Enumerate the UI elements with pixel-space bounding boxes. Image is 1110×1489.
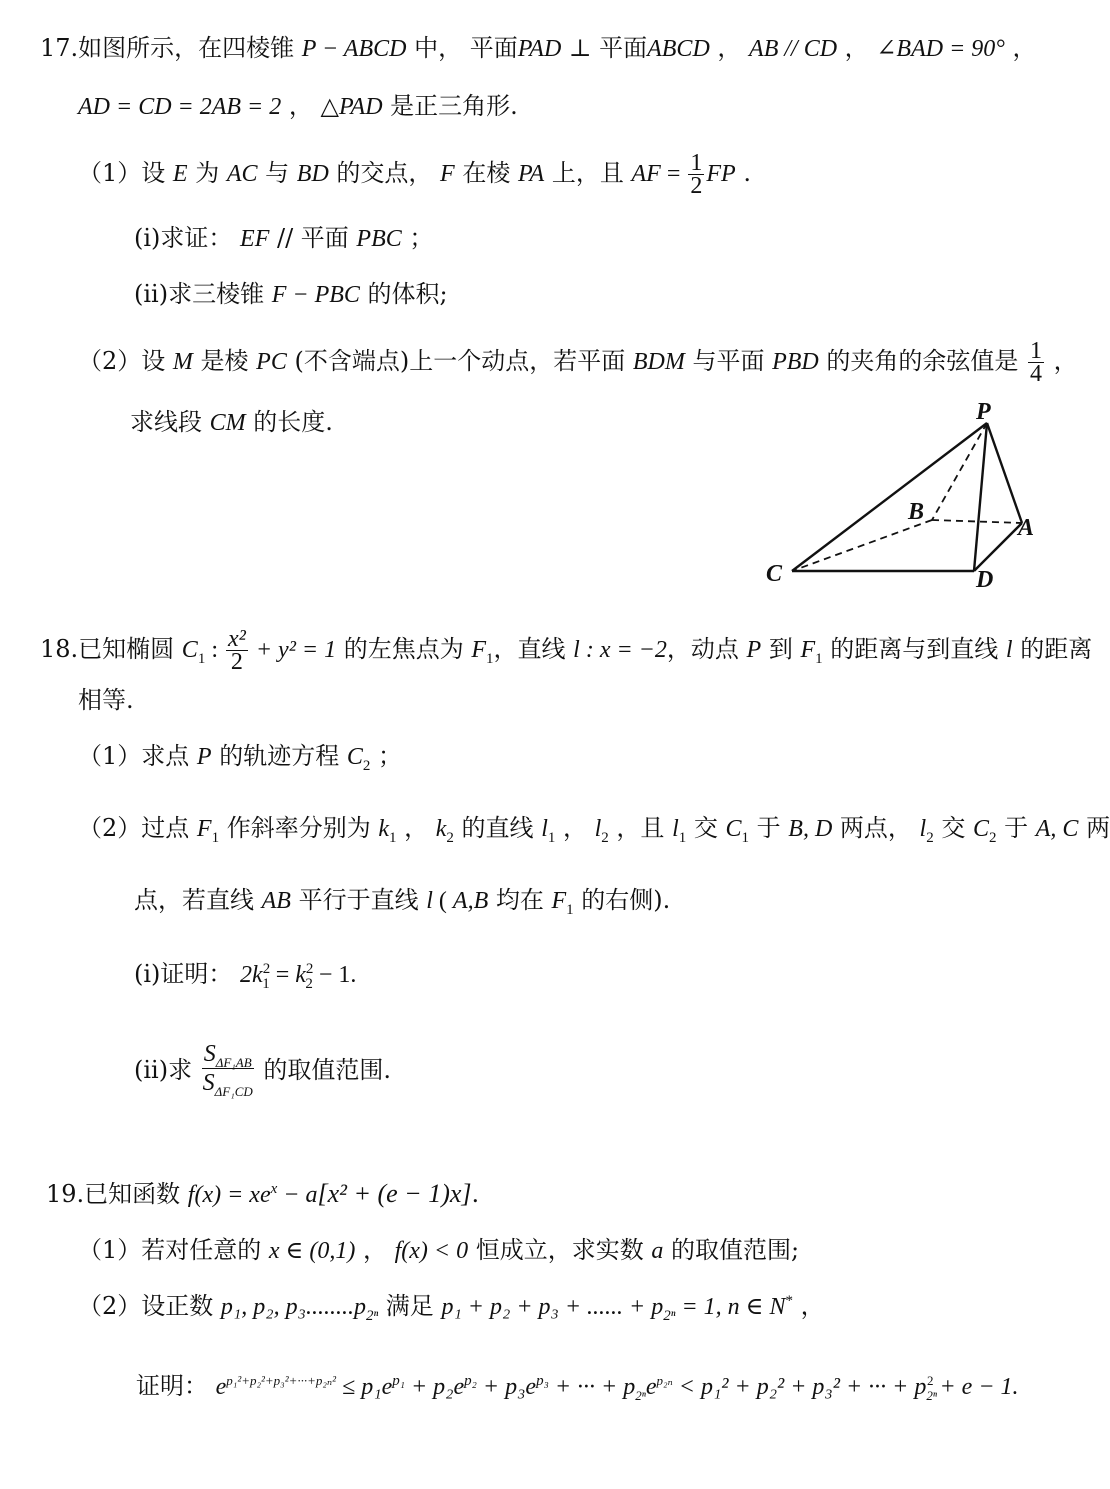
q19-math: f(x) = xe (187, 1182, 271, 1208)
q17-math: AB // CD (749, 36, 838, 62)
q18-math: l (1005, 637, 1013, 663)
q18-math: l (594, 816, 602, 842)
q17-math: E (172, 161, 188, 187)
q17-part-2 (78, 340, 1078, 385)
q17-text: . (735, 159, 751, 187)
superscript: x (270, 1181, 278, 1197)
q18-math: C (972, 816, 989, 842)
q17-text: 的交点， (328, 159, 441, 187)
q19-math: − a (277, 1182, 318, 1208)
fraction-one-half (688, 152, 704, 197)
q18-text: 交 (933, 814, 973, 842)
superscript: * (785, 1293, 793, 1309)
q18-math: ( (432, 888, 453, 914)
q19-math: p₁, p₂, p₃........p (220, 1294, 366, 1320)
q17-line-2 (78, 90, 518, 123)
edge-DA (974, 523, 1022, 571)
q19-part-1 (78, 1234, 799, 1267)
q17-text: 在棱 (454, 159, 518, 187)
q17-text: 中， 平面 (406, 34, 518, 62)
superscript: 2 (926, 1373, 934, 1388)
q18-text: 作斜率分别为 (219, 814, 379, 842)
q17-text: （2）设 (78, 347, 173, 375)
q17-part-2-line-2 (130, 406, 333, 439)
q18-math: P (746, 637, 762, 663)
subscript: 2ⁿ (663, 1307, 676, 1324)
pyramid-figure (750, 395, 1060, 595)
q19-math: e (215, 1374, 227, 1400)
q19-text: 恒成立，求实数 (468, 1236, 652, 1264)
q18-text: (i)证明： (134, 960, 241, 988)
q18-math: − 1. (312, 962, 357, 988)
q19-line-1 (46, 1178, 479, 1211)
subscript: 1 (547, 829, 556, 846)
subscript: 2 (989, 829, 997, 846)
superscript: 2 (305, 961, 314, 977)
subscript: ΔF₁AB (215, 1054, 252, 1070)
q19-text: . (471, 1180, 480, 1208)
q18-text: 于 (749, 814, 789, 842)
edge-PC (792, 423, 987, 571)
q19-text: ， (355, 1236, 395, 1264)
q17-text: 17.如图所示，在四棱锥 (40, 34, 302, 62)
q19-math: e (645, 1374, 657, 1400)
q18-text: 相等. (78, 686, 134, 714)
q18-math: l (426, 888, 433, 914)
subscript: 1 (389, 829, 397, 846)
q18-text: 的左焦点为 (336, 635, 472, 663)
fraction-area-ratio (202, 1040, 254, 1097)
q18-text: 点，若直线 (134, 886, 262, 914)
q18-math: 2k (240, 962, 263, 988)
subscript: 2 (446, 829, 454, 846)
q18-line-2 (78, 684, 134, 716)
q18-math: C (346, 744, 363, 770)
q18-part-2-line-2 (134, 884, 670, 917)
q18-text: 于 (996, 814, 1036, 842)
q17-math: PBC (356, 226, 402, 252)
q17-math: P − ABCD (301, 36, 407, 62)
q17-text: 上，且 (544, 159, 632, 187)
edge-PA (987, 423, 1022, 523)
q17-text: （1）设 (78, 159, 173, 187)
subscript: 2 (926, 829, 934, 846)
q18-math: F (551, 888, 567, 914)
subscript: 1 (566, 901, 574, 918)
q19-math: + p₂e (404, 1374, 465, 1400)
q17-text: 是棱 (192, 347, 257, 375)
subscript: 2 (305, 975, 313, 992)
q17-math: PC (256, 349, 287, 375)
fraction-denominator: 2 (690, 173, 703, 199)
subscript: 2ⁿ (365, 1307, 379, 1324)
q18-math: l : x = −2 (573, 637, 667, 663)
q17-math: CM (209, 410, 246, 436)
q19-math: x ∈ (0,1) (268, 1238, 356, 1264)
q17-text: 为 (187, 159, 227, 187)
q17-text: 与平面 (684, 347, 773, 375)
q19-math: a (651, 1238, 664, 1264)
q18-text: 的距离 (1012, 635, 1093, 663)
subscript: 1 (211, 829, 220, 846)
q19-math: p₁ + p₂ + p₃ + ...... + p (441, 1294, 664, 1320)
q17-text: (i)求证： (134, 224, 241, 252)
q19-text: （1）若对任意的 (78, 1236, 269, 1264)
q18-math: = (269, 962, 296, 988)
vertex-label-B: B (908, 499, 925, 525)
fraction-denominator: 4 (1030, 361, 1042, 387)
q17-line-1 (40, 32, 1037, 65)
q18-text: ，直线 (493, 635, 574, 663)
subscript: 2ⁿ (926, 1387, 937, 1403)
q17-math: ABCD (647, 36, 710, 62)
q18-math: F (471, 637, 487, 663)
vertex-label-A: A (1018, 515, 1035, 541)
q17-text: ⊥ 平面 (561, 34, 648, 62)
q17-text: ， (1004, 34, 1037, 62)
q18-sub-ii (134, 1041, 391, 1099)
q17-text: ， △ (281, 92, 339, 120)
subscript: 1 (678, 829, 687, 846)
superscript: p₃ (536, 1373, 549, 1389)
q17-math: ∠BAD = 90° (876, 36, 1005, 62)
q18-math: k (378, 816, 389, 842)
q17-math: BDM (632, 349, 685, 375)
q17-math: AF (631, 161, 661, 187)
q19-math: [x² + (e − 1)x] (317, 1179, 472, 1208)
q18-text: 的直线 (453, 814, 542, 842)
q18-math: l (541, 816, 548, 842)
q18-text: 的轨迹方程 (211, 742, 347, 770)
edge-BC-hidden (792, 520, 932, 571)
q18-part-2 (78, 812, 1110, 845)
fraction-numerator: 1 (690, 150, 703, 176)
subscript: 2ⁿ (635, 1387, 646, 1403)
q17-text: ； (401, 224, 434, 252)
q18-text: ，动点 (666, 635, 747, 663)
q17-text: 的体积; (359, 280, 448, 308)
q18-math: A,B (452, 888, 489, 914)
q19-text: 满足 (378, 1292, 442, 1320)
q18-math: l (919, 816, 927, 842)
q19-text: ， (792, 1292, 825, 1320)
subscript: 1 (815, 650, 823, 667)
vertex-label-C: C (766, 561, 783, 587)
q17-text: ， (709, 34, 750, 62)
q17-text: (不含端点)上一个动点，若平面 (286, 347, 633, 375)
q17-math: AD = CD = 2AB = 2 (78, 94, 282, 120)
fraction-denominator (202, 1069, 254, 1097)
q18-text: 均在 (488, 886, 552, 914)
q17-text: ， (837, 34, 877, 62)
q19-math: + ··· + p (548, 1374, 636, 1400)
q19-text: 19.已知函数 (46, 1180, 188, 1208)
subscript: ΔF₁CD (214, 1083, 253, 1099)
q19-math: f(x) < 0 (394, 1238, 469, 1264)
q17-math: M (172, 349, 193, 375)
q19-math: + p₃e (476, 1374, 537, 1400)
q17-part-1 (78, 152, 751, 197)
q18-line-1 (40, 628, 1092, 673)
q18-text: ， (396, 814, 436, 842)
q18-math: k (295, 962, 306, 988)
q17-text: 求线段 (130, 408, 210, 436)
q18-math: P (196, 744, 212, 770)
q18-math: : (205, 637, 224, 663)
q19-text: 证明： (136, 1372, 216, 1400)
q18-math: B, D (788, 816, 833, 842)
q17-math: PA (517, 161, 545, 187)
subscript: 2 (601, 829, 609, 846)
q17-math: PAD (517, 36, 562, 62)
fraction-denominator: 2 (230, 649, 243, 675)
q17-math: F (440, 161, 455, 187)
q17-math: = (660, 161, 687, 187)
q17-math: PBD (772, 349, 819, 375)
q18-sub-i (134, 958, 356, 991)
q18-math: F (196, 816, 212, 842)
q18-math: A, C (1035, 816, 1079, 842)
q19-text: 的取值范围; (663, 1236, 800, 1264)
q19-math: = 1, n ∈ N (675, 1294, 786, 1320)
superscript: p₁²+p₂²+p₃²+···+p₂ₙ² (226, 1373, 337, 1388)
q19-math: < p₁² + p₂² + p₃² + ··· + p (672, 1374, 927, 1400)
q18-math: k (435, 816, 447, 842)
q18-text: ， (555, 814, 595, 842)
superscript: p₂ (464, 1373, 477, 1389)
superscript: p₁ (392, 1373, 405, 1389)
vertex-label-P: P (976, 399, 991, 425)
q17-math: AC (226, 161, 258, 187)
q18-text: (ii)求 (134, 1056, 200, 1084)
subscript: 2 (362, 757, 371, 774)
edge-BA-hidden (932, 520, 1022, 523)
q17-text: (ii)求三棱锥 (134, 280, 272, 308)
q18-text: 的距离与到直线 (822, 635, 1006, 663)
q17-text: 的夹角的余弦值是 (818, 347, 1026, 375)
edge-PD (974, 423, 987, 571)
q18-math: AB (261, 888, 291, 914)
q17-text: 是正三角形. (382, 92, 518, 120)
superscript: 2 (262, 961, 271, 977)
q18-text: 的右侧). (573, 886, 671, 914)
q18-text: ； (370, 742, 402, 770)
q17-sub-i (134, 222, 433, 255)
fraction-one-quarter (1028, 340, 1044, 385)
area-symbol: S (202, 1070, 215, 1096)
q18-math: F (800, 637, 816, 663)
vertex-label-D: D (976, 567, 994, 593)
q18-part-1 (78, 740, 402, 773)
q18-text: ，且 (608, 814, 673, 842)
subscript: 1 (262, 975, 270, 992)
q17-text: // 平面 (269, 224, 357, 252)
area-symbol: S (203, 1041, 216, 1067)
q18-math: l (672, 816, 679, 842)
superscript: p₂ₙ (656, 1373, 673, 1388)
q18-math: C (181, 637, 198, 663)
q18-text: 的取值范围. (255, 1056, 391, 1084)
q19-math: + e − 1. (933, 1374, 1019, 1400)
q18-math: C (725, 816, 742, 842)
fraction-x2-over-2 (226, 628, 248, 673)
q17-text: ， (1046, 347, 1078, 375)
q17-math: BD (296, 161, 329, 187)
q18-text: （1）求点 (78, 742, 197, 770)
q18-text: 18.已知椭圆 (40, 635, 182, 663)
fraction-numerator: 1 (1030, 338, 1042, 364)
subscript: 1 (741, 829, 750, 846)
fraction-numerator: x² (227, 626, 246, 652)
subscript: 1 (197, 650, 206, 667)
q17-math: FP (706, 161, 736, 187)
q19-text: （2）设正数 (78, 1292, 221, 1320)
q17-text: 与 (257, 159, 297, 187)
q19-math: ≤ p₁e (336, 1374, 393, 1400)
q18-text: 两 (1078, 814, 1110, 842)
q18-math: + y² = 1 (249, 637, 337, 663)
q17-sub-ii (134, 278, 448, 311)
q17-math: F − PBC (271, 282, 360, 308)
q17-text: 的长度. (245, 408, 333, 436)
q18-text: （2）过点 (78, 814, 197, 842)
q17-math: PAD (338, 94, 383, 120)
q18-text: 交 (686, 814, 726, 842)
q18-text: 平行于直线 (290, 886, 427, 914)
q19-proof (136, 1370, 1019, 1403)
q18-text: 两点， (832, 814, 920, 842)
q19-part-2 (78, 1290, 825, 1323)
q18-text: 到 (761, 635, 801, 663)
q17-math: EF (240, 226, 270, 252)
subscript: 1 (486, 650, 494, 667)
fraction-numerator (202, 1040, 254, 1069)
